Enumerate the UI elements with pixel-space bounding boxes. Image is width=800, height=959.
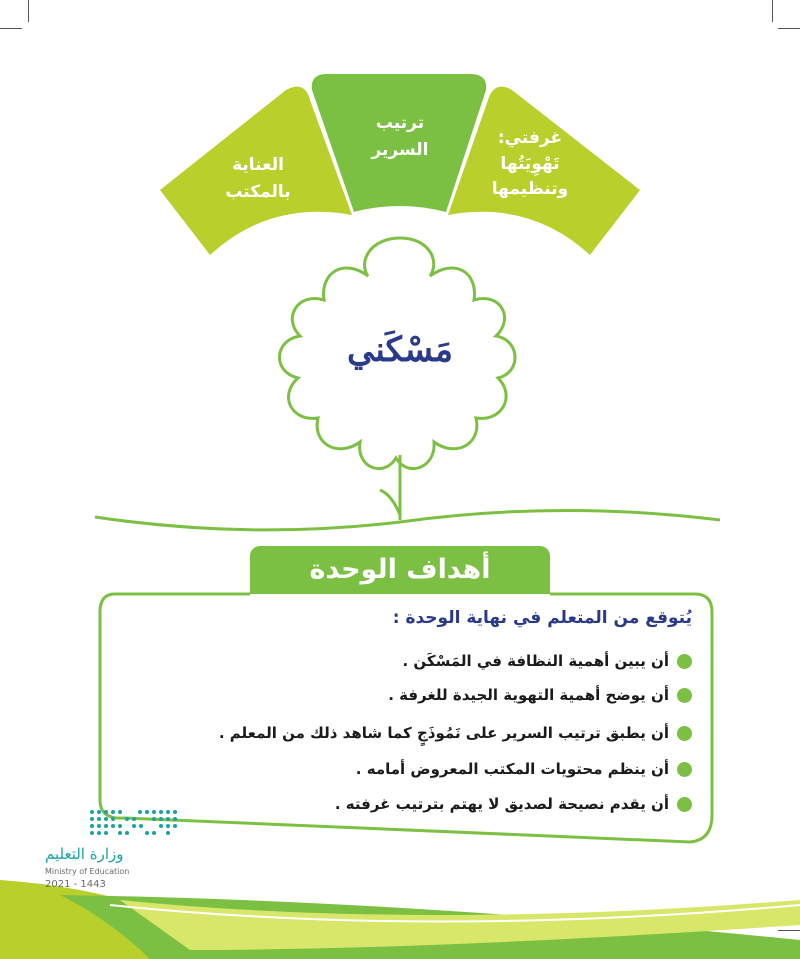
petal-middle-line-2: السرير [371,140,429,161]
goal-text: أن يوضح أهمية التهوية الجيدة للغرفة . [388,686,669,704]
ministry-logo-dots [90,810,177,835]
bullet-icon [677,726,692,741]
goal-item [356,760,692,778]
goal-text: أن يطبق ترتيب السرير على نَمُوذَجٍ كما شاهد ذلك من المعلم . [218,724,669,742]
unit-title: مَسْكَني [347,330,453,370]
goals-banner-title: أهداف الوحدة [250,546,550,594]
bullet-icon [677,688,692,703]
goal-item [219,724,692,742]
petal-middle-line-1: ترتيب [375,113,425,133]
flower-stem-leaf [380,490,400,515]
petal-left-line-2: بالمكتب [225,182,291,203]
bullet-icon [677,762,692,777]
ministry-logo-english: Ministry of Education [45,867,130,876]
goal-text: أن يبين أهمية النظافة في المَسْكَن . [402,652,669,670]
petal-right-line-2: تَهْوِيَتُها [500,153,560,174]
goal-text: أن يقدم نصيحة لصديق لا يهتم بترتيب غرفته . [334,795,669,813]
bullet-icon [677,797,692,812]
petal-right-line-1: غرفتي: [497,128,563,148]
ministry-logo-year: 2021 - 1443 [45,879,106,890]
goal-item [402,652,692,670]
petal-right-line-3: وتنظيمها [491,179,569,199]
petal-left-line-1: العناية [232,155,284,175]
bullet-icon [677,654,692,669]
goal-text: أن ينظم محتويات المكتب المعروض أمامه . [355,760,669,778]
ground-line [95,510,720,529]
ministry-logo-arabic: وزارة التعليم [45,845,124,863]
petal-middle-text [340,110,460,164]
goals-intro: يُتوقع من المتعلم في نهاية الوحدة : [392,608,692,628]
goal-item [335,795,692,813]
petal-right-text [475,126,585,203]
petal-left-text [208,152,308,206]
goal-item [388,686,692,704]
